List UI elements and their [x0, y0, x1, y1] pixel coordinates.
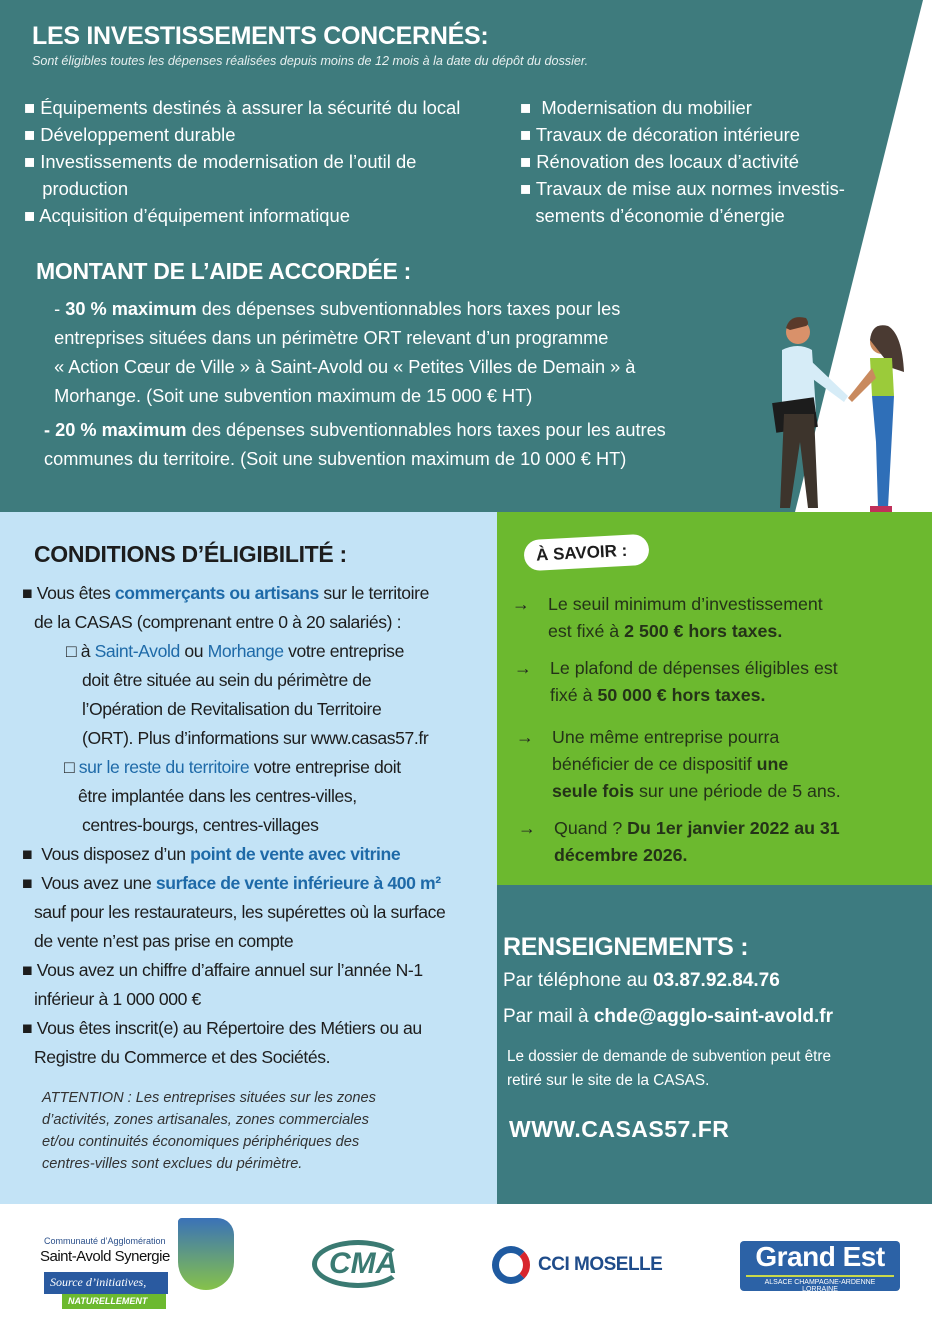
highlighted-text: - 20 % maximum: [44, 420, 187, 440]
text-line: [44, 295, 666, 324]
text-segment: votre entreprise doit: [249, 757, 401, 777]
text-segment: de la CASAS (comprenant entre 0 à 20 salariés) :: [34, 612, 402, 632]
text-segment: sur le territoire: [318, 583, 429, 603]
cci-icon: [492, 1246, 530, 1284]
casas-logo-name: Saint-Avold Synergie: [40, 1248, 170, 1265]
investissements-subtitle: Sont éligibles toutes les dépenses réalisées depuis moins de 12 mois à la date du dépôt du dossier.: [32, 54, 589, 68]
text-line: [34, 608, 453, 637]
text-line: [66, 637, 485, 666]
text-line: [44, 353, 666, 382]
attention-note: [42, 1087, 376, 1175]
text-segment: ■ Vous êtes inscrit(e) au Répertoire des Métiers ou au: [22, 1018, 422, 1038]
text-segment: ■ Travaux de décoration intérieure: [520, 124, 800, 145]
website-link[interactable]: WWW.CASAS57.FR: [509, 1116, 730, 1142]
phone-line: [503, 970, 780, 992]
text-line: [24, 148, 460, 175]
highlighted-text: 2 500 € hors taxes.: [624, 621, 783, 641]
text-segment: centres-villes sont exclues du périmètre.: [42, 1156, 303, 1172]
grand-est-logo-sub: ALSACE CHAMPAGNE-ARDENNE LORRAINE: [746, 1275, 894, 1293]
highlighted-text: sur le reste du territoire: [78, 757, 250, 777]
highlighted-text: Saint-Avold: [94, 641, 180, 661]
arrow-right-icon: →: [514, 658, 532, 678]
highlighted-text: décembre 2026.: [554, 845, 688, 865]
a-savoir-badge: À SAVOIR :: [523, 534, 649, 571]
text-segment: ou: [179, 641, 208, 661]
text-segment: sauf pour les restaurateurs, les supérettes où la surface: [34, 902, 446, 922]
conditions-list: [22, 579, 446, 1072]
text-line: [44, 324, 666, 353]
text-segment: ■ Modernisation du mobilier: [520, 97, 752, 118]
text-segment: ■ Vous avez une: [22, 873, 156, 893]
text-segment: de vente n’est pas prise en compte: [34, 931, 294, 951]
investissements-list-left: [24, 94, 460, 229]
text-line: [520, 202, 845, 229]
text-segment: être implantée dans les centres-villes,: [78, 786, 357, 806]
arrow-right-icon: →: [512, 594, 530, 614]
text-segment: ■ Vous avez un chiffre d’affaire annuel sur l’année N-1: [22, 960, 423, 980]
text-line: [82, 666, 501, 695]
renseignements-title: RENSEIGNEMENTS :: [503, 933, 749, 961]
text-segment: « Action Cœur de Ville » à Saint-Avold ou « Petites Villes de Demain » à: [44, 357, 636, 377]
text-segment: entreprises situées dans un périmètre ORT relevant d’un programme: [44, 328, 609, 348]
text-line: [64, 753, 483, 782]
text-segment: production: [32, 178, 129, 199]
investissements-title: LES INVESTISSEMENTS CONCERNÉS:: [32, 22, 489, 50]
text-segment: Le plafond de dépenses éligibles est: [550, 658, 838, 678]
text-line: [554, 842, 843, 869]
text-line: [518, 815, 843, 842]
text-segment: Quand ?: [554, 818, 628, 838]
text-segment: sements d’économie d’énergie: [520, 205, 785, 226]
text-segment: □: [64, 757, 79, 777]
text-line: [82, 811, 501, 840]
highlighted-text: seule fois: [552, 781, 635, 801]
highlighted-text: Morhange: [207, 641, 284, 661]
text-segment: l’Opération de Revitalisation du Territoire: [82, 699, 382, 719]
text-line: [44, 382, 666, 411]
highlighted-text: 30 % maximum: [65, 299, 197, 319]
text-line: [82, 724, 501, 753]
handshake-illustration: [760, 312, 920, 520]
text-line: [34, 898, 453, 927]
text-segment: bénéficier de ce dispositif: [552, 754, 757, 774]
text-line: [34, 985, 453, 1014]
text-segment: ■ Travaux de mise aux normes investis-: [520, 178, 845, 199]
text-segment: votre entreprise: [283, 641, 404, 661]
text-line: [44, 416, 666, 445]
montant-body: [44, 295, 666, 474]
highlighted-text: une: [756, 754, 789, 774]
text-line: [82, 695, 501, 724]
casas-logo: [40, 1218, 240, 1313]
text-segment: ■ Vous disposez d’un: [22, 844, 191, 864]
text-line: [520, 121, 845, 148]
text-segment: Une même entreprise pourra: [552, 727, 780, 747]
text-segment: Le dossier de demande de subvention peut être: [507, 1048, 832, 1065]
text-line: [22, 956, 441, 985]
text-segment: doit être située au sein du périmètre de: [82, 670, 372, 690]
cma-logo: [312, 1240, 404, 1288]
text-line: [24, 94, 460, 121]
cci-moselle-logo: [492, 1246, 672, 1286]
text-line: [550, 682, 839, 709]
text-segment: centres-bourgs, centres-villages: [82, 815, 319, 835]
phone-number[interactable]: 03.87.92.84.76: [653, 970, 780, 991]
text-line: [42, 1131, 376, 1153]
text-line: [520, 175, 845, 202]
cma-logo-text: CMA: [329, 1247, 398, 1280]
text-segment: communes du territoire. (Soit une subvention maximum de 10 000 € HT): [44, 449, 627, 469]
text-segment: Morhange. (Soit une subvention maximum de 15 000 € HT): [44, 386, 533, 406]
text-segment: (ORT). Plus d’informations sur www.casas57.fr: [82, 728, 429, 748]
text-segment: des dépenses subventionnables hors taxes pour les: [196, 299, 621, 319]
text-line: [520, 94, 845, 121]
text-segment: ATTENTION : Les entreprises situées sur les zones: [42, 1090, 376, 1106]
text-line: [42, 1153, 376, 1175]
text-line: [548, 618, 837, 645]
text-line: [34, 1043, 453, 1072]
grand-est-logo-name: Grand Est: [755, 1241, 885, 1272]
text-line: [34, 927, 453, 956]
investissements-list-right: [520, 94, 845, 229]
casas-logo-slogan: Source d’initiatives,: [44, 1272, 168, 1294]
dossier-note: [507, 1045, 831, 1093]
text-line: [22, 1014, 441, 1043]
casas-leaf-icon: [178, 1218, 234, 1290]
text-segment: Registre du Commerce et des Sociétés.: [34, 1047, 331, 1067]
text-segment: retiré sur le site de la CASAS.: [507, 1072, 710, 1089]
text-segment: ■ Développement durable: [24, 124, 236, 145]
text-segment: ■ Vous êtes: [22, 583, 115, 603]
text-line: [42, 1087, 376, 1109]
text-line: [24, 121, 460, 148]
text-line: [552, 751, 841, 778]
conditions-title: CONDITIONS D’ÉLIGIBILITÉ :: [34, 541, 347, 567]
mail-label: Par mail à: [503, 1006, 594, 1027]
casas-logo-top: Communauté d’Agglomération: [44, 1236, 166, 1246]
text-line: [552, 778, 841, 805]
text-line: [507, 1069, 831, 1093]
text-line: [516, 724, 841, 751]
text-line: [22, 579, 441, 608]
text-segment: ■ Équipements destinés à assurer la sécurité du local: [24, 97, 461, 118]
arrow-right-icon: →: [518, 818, 536, 838]
highlighted-text: 50 000 € hors taxes.: [597, 685, 766, 705]
highlighted-text: point de vente avec vitrine: [190, 844, 401, 864]
highlighted-text: Du 1er janvier 2022 au 31: [627, 818, 840, 838]
text-segment: fixé à: [550, 685, 598, 705]
text-line: [22, 869, 441, 898]
grand-est-logo: [740, 1241, 900, 1291]
mail-address[interactable]: chde@agglo-saint-avold.fr: [593, 1006, 833, 1027]
text-segment: -: [44, 299, 66, 319]
text-line: [520, 148, 845, 175]
text-segment: d’activités, zones artisanales, zones commerciales: [42, 1112, 369, 1128]
highlighted-text: commerçants ou artisans: [114, 583, 319, 603]
a-savoir-list: [512, 591, 841, 869]
text-segment: ■ Acquisition d’équipement informatique: [24, 205, 350, 226]
text-segment: ■ Rénovation des locaux d’activité: [520, 151, 799, 172]
text-segment: et/ou continuités économiques périphériques des: [42, 1134, 360, 1150]
text-line: [42, 1109, 376, 1131]
text-line: [514, 655, 839, 682]
text-segment: ■ Investissements de modernisation de l’outil de: [24, 151, 417, 172]
mail-line: [503, 1006, 833, 1028]
text-line: [512, 591, 837, 618]
text-line: [32, 175, 468, 202]
cci-logo-text: CCI MOSELLE: [538, 1254, 663, 1275]
text-line: [22, 840, 441, 869]
text-line: [24, 202, 460, 229]
arrow-right-icon: →: [516, 727, 534, 747]
text-line: [44, 445, 666, 474]
text-segment: sur une période de 5 ans.: [634, 781, 841, 801]
text-segment: est fixé à: [548, 621, 625, 641]
text-segment: des dépenses subventionnables hors taxes pour les autres: [186, 420, 666, 440]
text-segment: Le seuil minimum d’investissement: [548, 594, 823, 614]
highlighted-text: surface de vente inférieure à 400 m²: [155, 873, 441, 893]
text-segment: □ à: [66, 641, 95, 661]
text-line: [78, 782, 497, 811]
text-line: [507, 1045, 831, 1069]
montant-title: MONTANT DE L’AIDE ACCORDÉE :: [36, 258, 411, 284]
casas-logo-slogan2: NATURELLEMENT: [62, 1294, 166, 1309]
phone-label: Par téléphone au: [503, 970, 654, 991]
text-segment: inférieur à 1 000 000 €: [34, 989, 201, 1009]
